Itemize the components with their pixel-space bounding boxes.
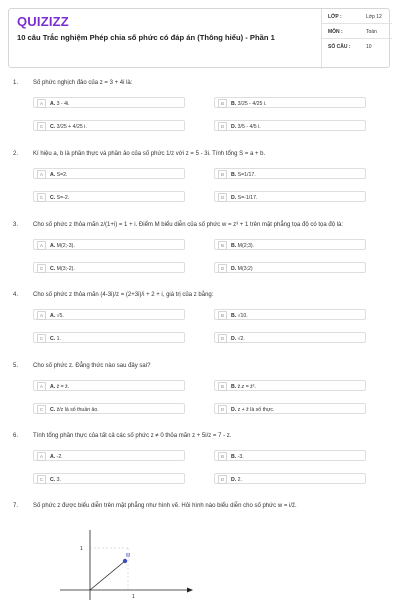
meta-subject-row bbox=[322, 24, 392, 39]
option-letter: C bbox=[37, 122, 46, 131]
option-b[interactable] bbox=[214, 168, 366, 179]
option-b[interactable] bbox=[214, 450, 366, 461]
question-text: Kí hiệu a, b là phần thực và phần ảo của số phức 1/z với z = 5 - 3i. Tính tổng S = a + b. bbox=[33, 151, 266, 157]
option-label: D. bbox=[231, 123, 237, 130]
option-value: √10. bbox=[237, 312, 248, 319]
option-b[interactable] bbox=[214, 239, 366, 250]
option-letter: D bbox=[218, 405, 227, 414]
option-label: A. bbox=[50, 312, 56, 319]
option-letter: A bbox=[37, 99, 46, 108]
option-letter: B bbox=[218, 241, 227, 250]
option-c[interactable] bbox=[33, 191, 185, 202]
meta-value: Toán bbox=[366, 29, 377, 35]
question-text: Số phức z được biểu diễn trên mặt phẳng như hình vẽ. Hỏi hình nào biểu diễn cho số phức w = i/z̄. bbox=[33, 503, 297, 509]
option-value: 2. bbox=[237, 476, 242, 483]
x-axis-arrow bbox=[187, 588, 193, 593]
option-a[interactable] bbox=[33, 309, 185, 320]
question-number: 3. bbox=[13, 222, 19, 228]
option-label: D. bbox=[231, 476, 237, 483]
option-value: -3. bbox=[237, 453, 244, 460]
question-number: 5. bbox=[13, 363, 19, 369]
option-letter: B bbox=[218, 452, 227, 461]
option-value: √2. bbox=[237, 335, 245, 342]
option-letter: D bbox=[218, 334, 227, 343]
option-letter: A bbox=[37, 452, 46, 461]
option-value: 3. bbox=[56, 476, 61, 483]
option-label: B. bbox=[231, 171, 237, 178]
question-number: 7. bbox=[13, 503, 19, 509]
option-label: B. bbox=[231, 100, 237, 107]
option-letter: A bbox=[37, 382, 46, 391]
option-value: z̄ = z̄. bbox=[56, 383, 70, 390]
option-value: -2. bbox=[56, 453, 63, 460]
option-label: D. bbox=[231, 335, 237, 342]
option-label: B. bbox=[231, 383, 237, 390]
meta-class-row bbox=[322, 9, 392, 24]
option-label: D. bbox=[231, 265, 237, 272]
option-label: C. bbox=[50, 476, 56, 483]
option-value: √5. bbox=[56, 312, 64, 319]
option-letter: C bbox=[37, 475, 46, 484]
option-label: D. bbox=[231, 406, 237, 413]
y-tick-label: 1 bbox=[80, 546, 83, 552]
option-label: A. bbox=[50, 100, 56, 107]
option-letter: A bbox=[37, 241, 46, 250]
option-letter: D bbox=[218, 122, 227, 131]
option-letter: B bbox=[218, 382, 227, 391]
option-value: S=-2. bbox=[56, 194, 70, 201]
option-value: M(2;3). bbox=[237, 242, 255, 249]
option-letter: A bbox=[37, 311, 46, 320]
option-label: C. bbox=[50, 265, 56, 272]
option-d[interactable] bbox=[214, 120, 366, 131]
option-letter: D bbox=[218, 475, 227, 484]
meta-key: SỐ CÂU : bbox=[328, 44, 351, 50]
option-letter: D bbox=[218, 193, 227, 202]
question-text: Cho số phức z. Đẳng thức nào sau đây sai? bbox=[33, 363, 151, 369]
option-a[interactable] bbox=[33, 97, 185, 108]
question-text: Tính tổng phần thực của tất cả các số phức z ≠ 0 thỏa mãn z + 5i/z = 7 - z. bbox=[33, 433, 232, 439]
option-label: A. bbox=[50, 242, 56, 249]
option-d[interactable] bbox=[214, 473, 366, 484]
question-number: 6. bbox=[13, 433, 19, 439]
option-a[interactable] bbox=[33, 450, 185, 461]
option-b[interactable] bbox=[214, 309, 366, 320]
question-text: Cho số phức z thỏa mãn z/(1+i) = 1 + i. Điểm M biểu diễn của số phức w = z³ + 1 trên mặt phẳng tọa độ có tọa độ là: bbox=[33, 222, 344, 228]
question-number: 4. bbox=[13, 292, 19, 298]
question-number: 2. bbox=[13, 151, 19, 157]
option-value: z̄/z là số thuần ảo. bbox=[56, 406, 99, 413]
option-letter: B bbox=[218, 99, 227, 108]
option-value: M(3;-2). bbox=[56, 265, 75, 272]
option-value: 3 - 4i. bbox=[56, 100, 70, 107]
option-value: 3/25 - 4/25 i. bbox=[237, 100, 267, 107]
meta-key: LỚP : bbox=[328, 14, 342, 20]
option-value: 3/5 - 4/5 i. bbox=[237, 123, 261, 130]
option-value: S=-1/17. bbox=[237, 194, 258, 201]
point-m-label: M bbox=[126, 553, 131, 559]
option-letter: B bbox=[218, 311, 227, 320]
vector-om bbox=[90, 561, 125, 590]
option-value: 1. bbox=[56, 335, 61, 342]
option-label: C. bbox=[50, 335, 56, 342]
worksheet-header bbox=[8, 8, 390, 68]
x-tick-label: 1 bbox=[132, 594, 135, 600]
option-c[interactable] bbox=[33, 262, 185, 273]
option-label: A. bbox=[50, 383, 56, 390]
question-text: Cho số phức z thỏa mãn (4-3i)/z = (2+3i)/i + 2 + i, giá trị của z bằng: bbox=[33, 292, 214, 298]
option-d[interactable] bbox=[214, 403, 366, 414]
option-value: M(2;-3). bbox=[56, 242, 75, 249]
option-a[interactable] bbox=[33, 239, 185, 250]
option-value: z + z̄ là số thực. bbox=[237, 406, 275, 413]
option-label: D. bbox=[231, 194, 237, 201]
option-value: M(3;2) bbox=[237, 265, 253, 272]
point-m bbox=[123, 559, 127, 563]
option-label: A. bbox=[50, 171, 56, 178]
page-title: 10 câu Trắc nghiệm Phép chia số phức có đáp án (Thông hiểu) - Phần 1 bbox=[17, 33, 275, 42]
option-label: C. bbox=[50, 406, 56, 413]
option-value: z̄.z = z̄². bbox=[237, 383, 256, 390]
option-a[interactable] bbox=[33, 380, 185, 391]
option-b[interactable] bbox=[214, 97, 366, 108]
complex-plane-figure bbox=[60, 530, 200, 600]
option-label: C. bbox=[50, 194, 56, 201]
option-c[interactable] bbox=[33, 120, 185, 131]
meta-info-box bbox=[321, 9, 392, 69]
option-d[interactable] bbox=[214, 262, 366, 273]
option-letter: A bbox=[37, 170, 46, 179]
meta-key: MÔN : bbox=[328, 29, 343, 35]
option-a[interactable] bbox=[33, 168, 185, 179]
quizizz-logo: QUIZIZZ bbox=[17, 14, 69, 29]
option-label: B. bbox=[231, 242, 237, 249]
option-label: A. bbox=[50, 453, 56, 460]
option-letter: C bbox=[37, 405, 46, 414]
option-letter: D bbox=[218, 264, 227, 273]
option-c[interactable] bbox=[33, 403, 185, 414]
option-value: S=2. bbox=[56, 171, 68, 178]
meta-value: Lớp 12 bbox=[366, 14, 382, 20]
option-b[interactable] bbox=[214, 380, 366, 391]
meta-count-row bbox=[322, 39, 392, 54]
option-d[interactable] bbox=[214, 332, 366, 343]
option-value: S=1/17. bbox=[237, 171, 256, 178]
option-d[interactable] bbox=[214, 191, 366, 202]
option-letter: C bbox=[37, 334, 46, 343]
option-label: C. bbox=[50, 123, 56, 130]
question-text: Số phức nghịch đảo của z = 3 + 4i là: bbox=[33, 80, 133, 86]
option-value: 3/25 + 4/25 i. bbox=[56, 123, 87, 130]
meta-value: 10 bbox=[366, 44, 372, 50]
option-label: B. bbox=[231, 312, 237, 319]
option-letter: C bbox=[37, 264, 46, 273]
option-c[interactable] bbox=[33, 332, 185, 343]
option-label: B. bbox=[231, 453, 237, 460]
option-c[interactable] bbox=[33, 473, 185, 484]
option-letter: B bbox=[218, 170, 227, 179]
option-letter: C bbox=[37, 193, 46, 202]
question-number: 1. bbox=[13, 80, 19, 86]
